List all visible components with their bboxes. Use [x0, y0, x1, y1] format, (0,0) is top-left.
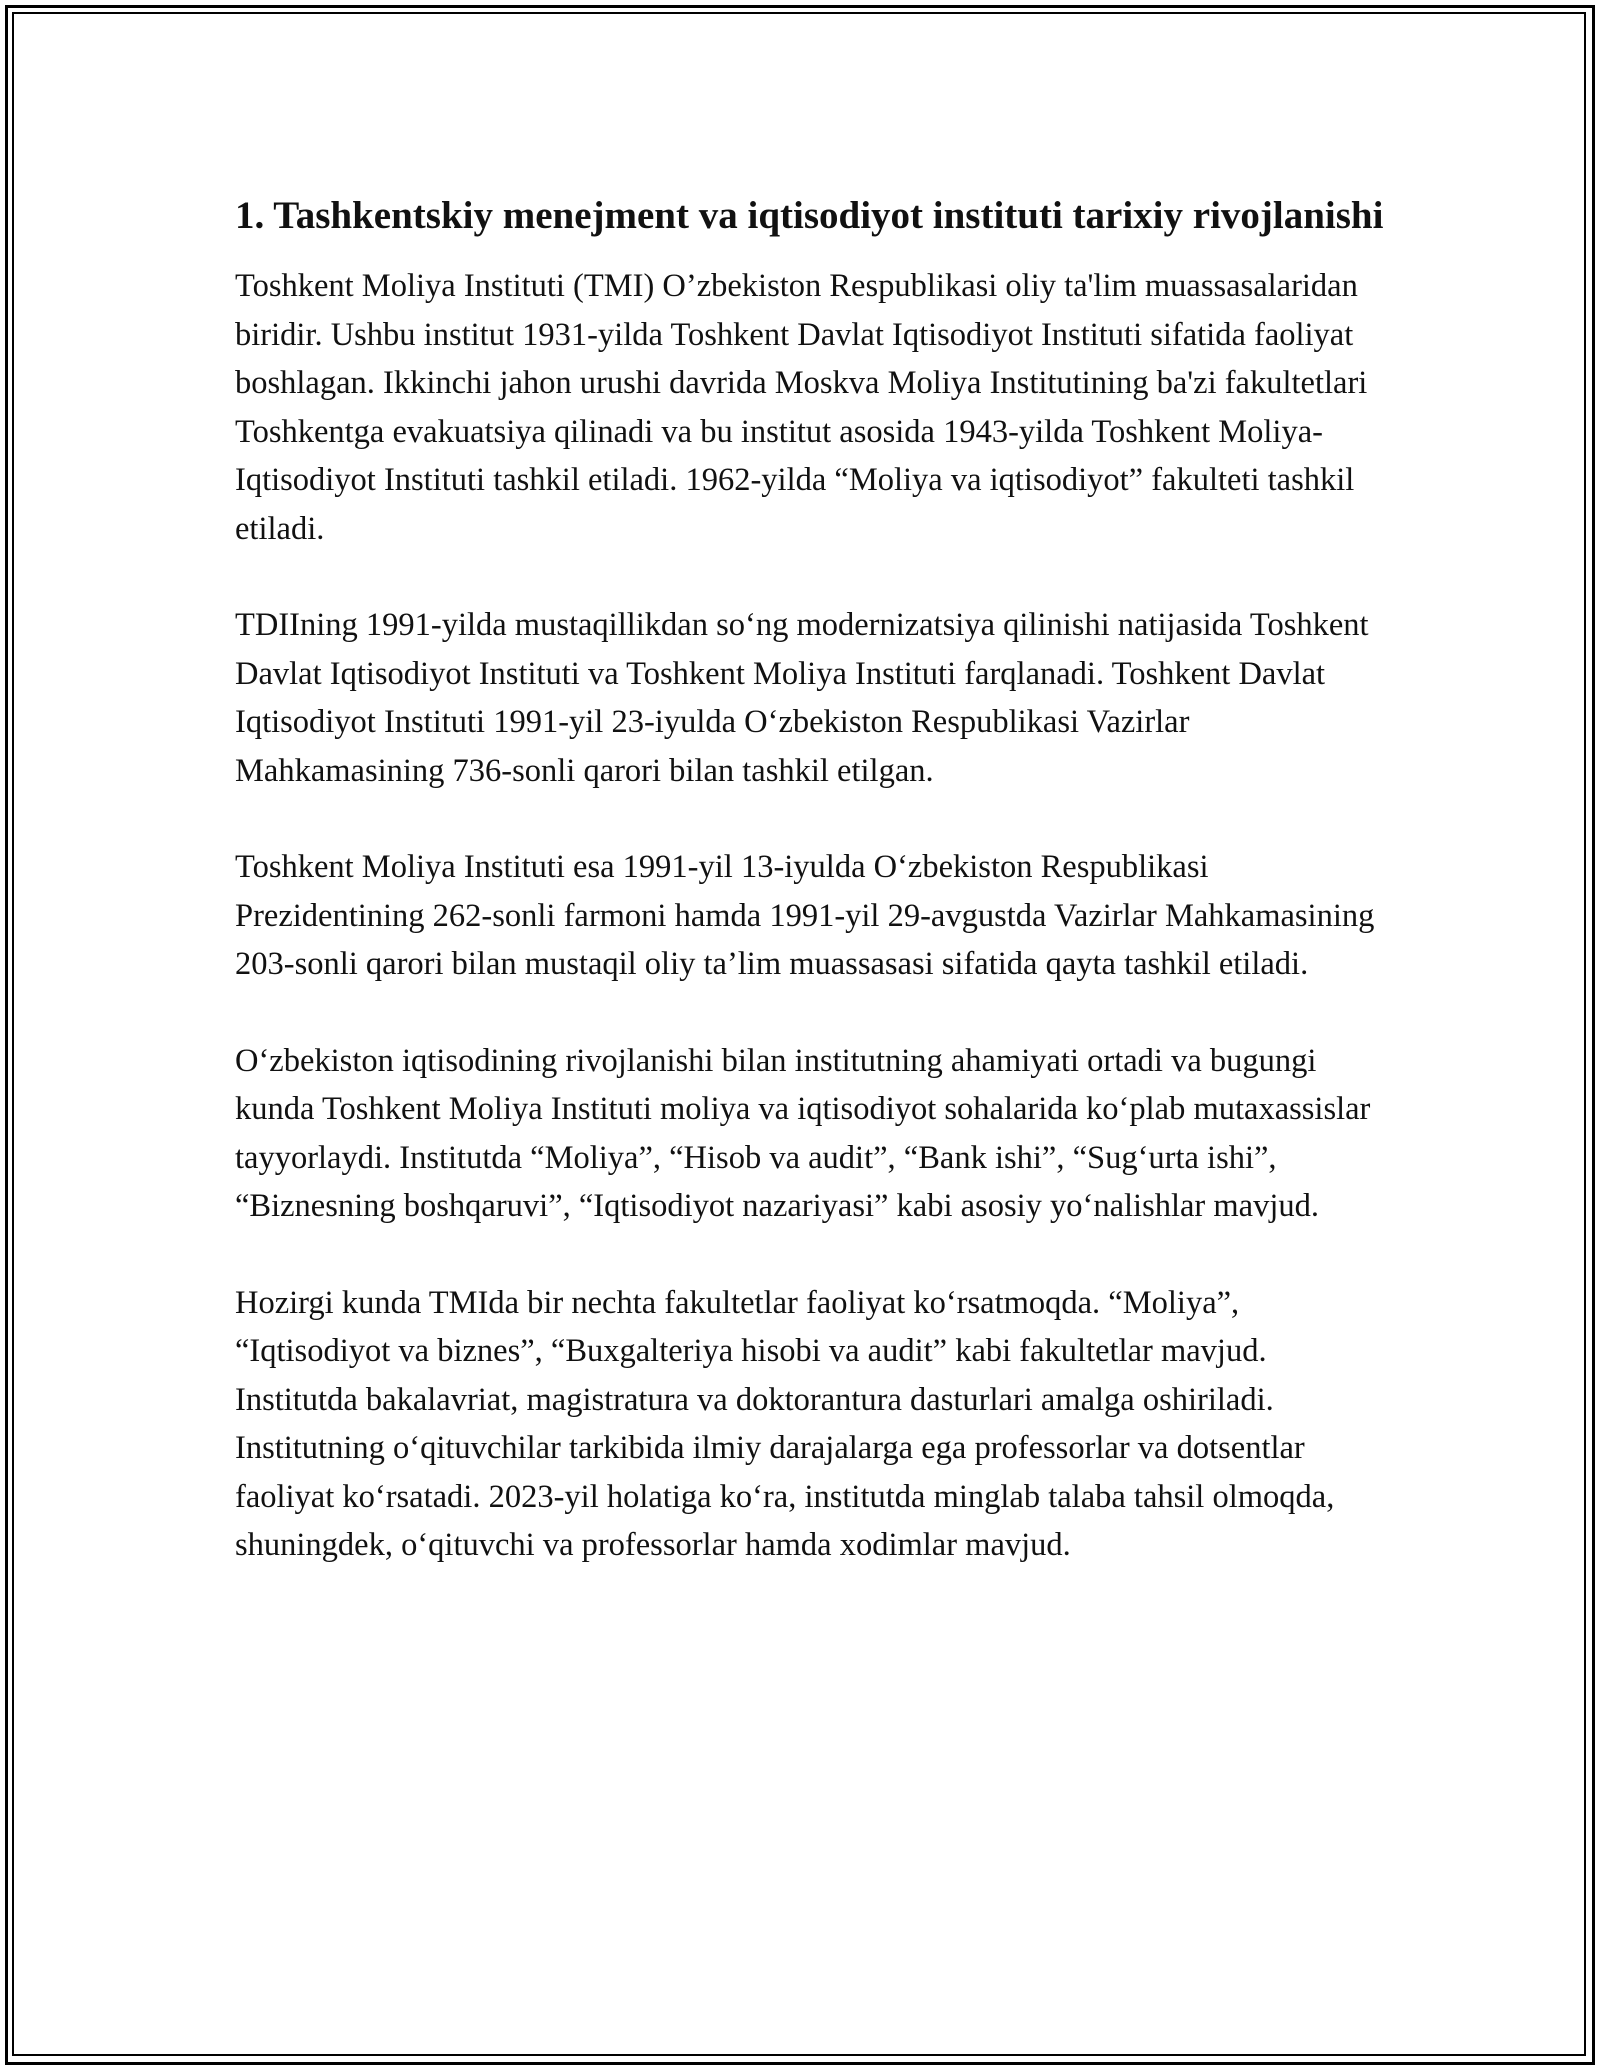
- paragraph-reorganization: Toshkent Moliya Instituti esa 1991-yil 13-iyulda O‘zbekiston Respublikasi Prezidentining 262-sonli farmoni hamda 1991-yil 29-avgustda Vazirlar Mahkamasining 203-sonli qarori bilan mustaqil oliy ta’lim muassasasi sifatida qayta tashkil etiladi.: [235, 849, 1375, 982]
- document-body: [235, 188, 1385, 1570]
- paragraph-current-faculties: Hozirgi kunda TMIda bir nechta fakultetlar faoliyat ko‘rsatmoqda. “Moliya”, “Iqtisodiyot va biznes”, “Buxgalteriya hisobi va audit” kabi fakultetlar mavjud. Institutda bakalavriat, magistratura va doktorantura dasturlari amalga oshiriladi. Institutning o‘qituvchilar tarkibida ilmiy darajalarga ega professorlar va dotsentlar faoliyat ko‘rsatadi. 2023-yil holatiga ko‘ra, institutda minglab talaba tahsil olmoqda, shuningdek, o‘qituvchi va professorlar hamda xodimlar mavjud.: [235, 1284, 1335, 1563]
- paragraph-history-founding: Toshkent Moliya Instituti (TMI) O’zbekiston Respublikasi oliy ta'lim muassasalaridan biridir. Ushbu institut 1931-yilda Toshkent Davlat Iqtisodiyot Instituti sifatida faoliyat boshlagan. Ikkinchi jahon urushi davrida Moskva Moliya Institutining ba'zi fakultetlari Toshkentga evakuatsiya qilinadi va bu institut asosida 1943-yilda Toshkent Moliya- Iqtisodiyot Instituti tashkil etiladi. 1962-yilda “Moliya va iqtisodiyot” fakulteti tashkil etiladi.: [235, 268, 1368, 547]
- paragraph-independence-split: TDIIning 1991-yilda mustaqillikdan so‘ng modernizatsiya qilinishi natijasida Toshkent Davlat Iqtisodiyot Instituti va Toshkent Moliya Instituti farqlanadi. Toshkent Davlat Iqtisodiyot Instituti 1991-yil 23-iyulda O‘zbekiston Respublikasi Vazirlar Mahkamasining 736-sonli qarori bilan tashkil etilgan.: [235, 607, 1369, 789]
- section-heading: 1. Tashkentskiy menejment va iqtisodiyot instituti tarixiy rivojlanishi: [235, 194, 1384, 237]
- paragraph-specializations: O‘zbekiston iqtisodining rivojlanishi bilan institutning ahamiyati ortadi va bugungi kunda Toshkent Moliya Instituti moliya va iqtisodiyot sohalarida ko‘plab mutaxassislar tayyorlaydi. Institutda “Moliya”, “Hisob va audit”, “Bank ishi”, “Sug‘urta ishi”, “Biznesning boshqaruvi”, “Iqtisodiyot nazariyasi” kabi asosiy yo‘nalishlar mavjud.: [235, 1042, 1371, 1224]
